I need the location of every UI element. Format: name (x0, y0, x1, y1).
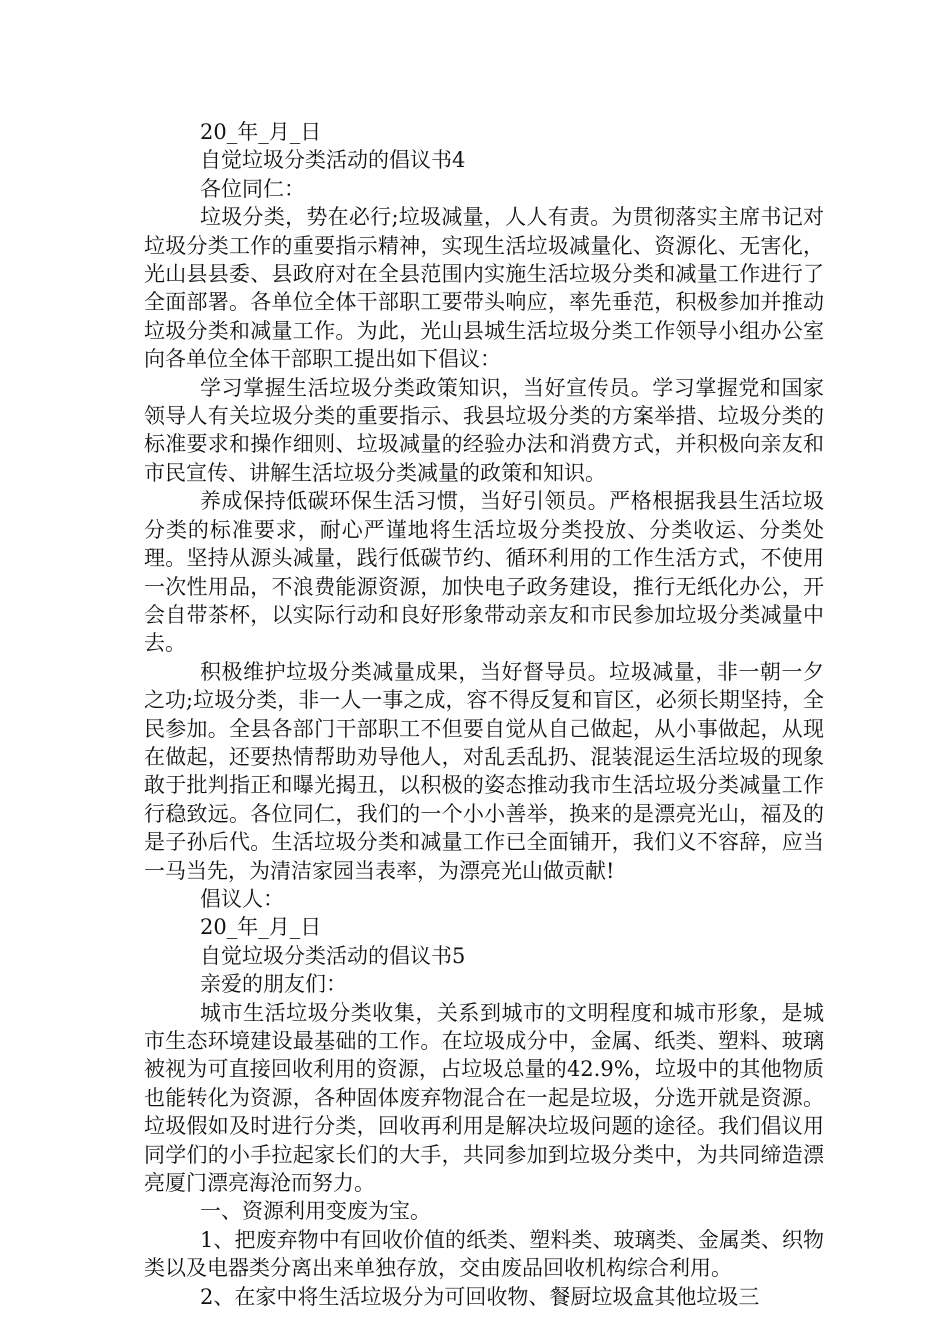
signature-line: 倡议人： (200, 886, 284, 911)
list-item: 2、在家中将生活垃圾分为可回收物、餐厨垃圾盒其他垃圾三 (200, 1284, 760, 1309)
body-paragraph: 积极维护垃圾分类减量成果，当好督导员。垃圾减量，非一朝一夕之功;垃圾分类，非一人一事之成，容不得反复和盲区，必须长期坚持，全民参加。全县各部门干部职工不但要自觉从自己做起，从小事做起，从现在做起，还要热情帮助劝导他人，对乱丢乱扔、混装混运生活垃圾的现象敢于批判指正和曝光揭丑，以积极的姿态推动我市生活垃圾分类减量工作行稳致远。各位同仁，我们的一个小小善举，换来的是漂亮光山，福及的是子孙后代。生活垃圾分类和减量工作已全面铺开，我们义不容辞，应当一马当先，为清洁家园当表率，为漂亮光山做贡献! (144, 659, 824, 883)
salutation: 亲爱的朋友们： (200, 972, 347, 997)
list-item: 1、把废弃物中有回收价值的纸类、塑料类、玻璃类、金属类、织物类以及电器类分离出来单独存放，交由废品回收机构综合利用。 (144, 1227, 824, 1281)
body-paragraph: 垃圾分类，势在必行;垃圾减量，人人有责。为贯彻落实主席书记对垃圾分类工作的重要指示精神，实现生活垃圾减量化、资源化、无害化，光山县县委、县政府对在全县范围内实施生活垃圾分类和减量工作进行了全面部署。各单位全体干部职工要带头响应，率先垂范，积极参加并推动垃圾分类和减量工作。为此，光山县城生活垃圾分类工作领导小组办公室向各单位全体干部职工提出如下倡议： (144, 205, 824, 372)
body-paragraph: 城市生活垃圾分类收集，关系到城市的文明程度和城市形象，是城市生态环境建设最基础的工作。在垃圾成分中，金属、纸类、塑料、玻璃被视为可直接回收利用的资源，占垃圾总量的42.9%，垃圾中的其他物质也能转化为资源，各种固体废弃物混合在一起是垃圾，分选开就是资源。垃圾假如及时进行分类，回收再利用是解决垃圾问题的途径。我们倡议用同学们的小手拉起家长们的大手，共同参加到垃圾分类中，为共同缔造漂亮厦门漂亮海沧而努力。 (144, 1000, 824, 1196)
section-heading: 自觉垃圾分类活动的倡议书4 (200, 148, 466, 173)
body-paragraph: 养成保持低碳环保生活习惯，当好引领员。严格根据我县生活垃圾分类的标准要求，耐心严谨地将生活垃圾分类投放、分类收运、分类处理。坚持从源头减量，践行低碳节约、循环利用的工作生活方式，不使用一次性用品，不浪费能源资源，加快电子政务建设，推行无纸化办公，开会自带茶杯，以实际行动和良好形象带动亲友和市民参加垃圾分类减量中去。 (144, 489, 824, 656)
document-page (144, 118, 824, 1311)
date-line: 20_年_月_日 (200, 120, 322, 144)
list-heading: 一、资源利用变废为宝。 (200, 1199, 431, 1224)
section-heading: 自觉垃圾分类活动的倡议书5 (200, 943, 466, 968)
salutation: 各位同仁： (200, 176, 305, 201)
date-line: 20_年_月_日 (200, 915, 322, 940)
body-paragraph: 学习掌握生活垃圾分类政策知识，当好宣传员。学习掌握党和国家领导人有关垃圾分类的重要指示、我县垃圾分类的方案举措、垃圾分类的标准要求和操作细则、垃圾减量的经验办法和消费方式，并积极向亲友和市民宣传、讲解生活垃圾分类减量的政策和知识。 (144, 375, 824, 485)
